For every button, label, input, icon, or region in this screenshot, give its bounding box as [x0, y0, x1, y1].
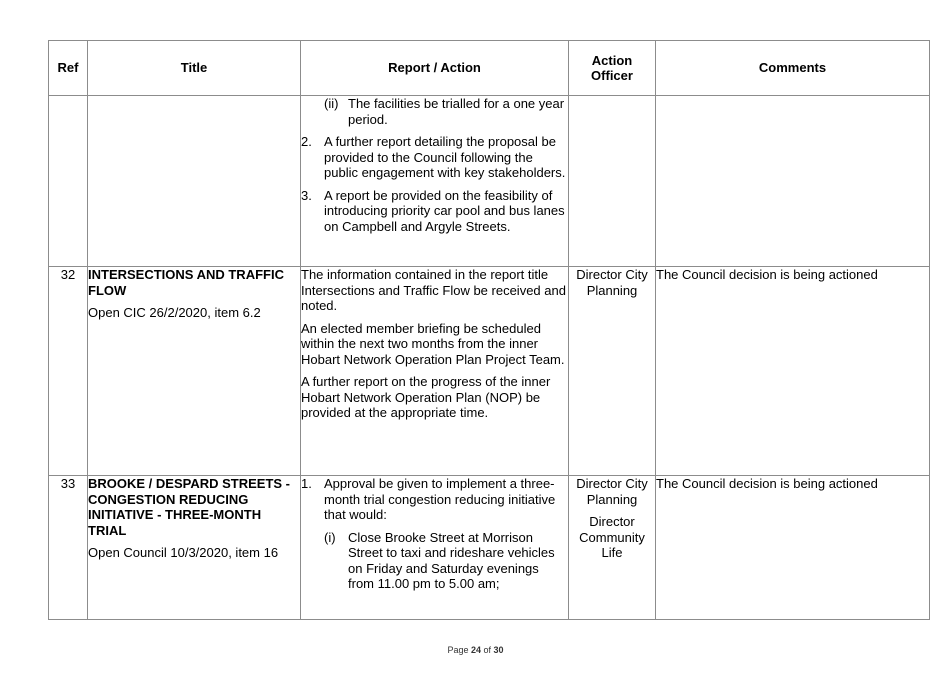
item-title: INTERSECTIONS AND TRAFFIC FLOW: [88, 267, 284, 298]
page-of: of: [483, 645, 492, 655]
comments-cell: [656, 96, 930, 267]
header-ref: Ref: [49, 41, 88, 96]
header-comments: Comments: [656, 41, 930, 96]
ref-cell: [49, 96, 88, 267]
header-action-officer: [569, 41, 656, 96]
item-number: 2.: [301, 134, 312, 149]
table-header-row: [49, 41, 930, 96]
header-report-action: Report / Action: [301, 41, 569, 96]
title-cell: [88, 267, 301, 476]
numbered-item: [301, 188, 568, 235]
officer-cell: Director City Planning: [569, 267, 656, 476]
officer-cell: [569, 476, 656, 620]
header-title: Title: [88, 41, 301, 96]
meeting-reference: Open Council 10/3/2020, item 16: [88, 545, 279, 560]
page-label: Page: [447, 645, 469, 655]
table-row: [49, 267, 930, 476]
numbered-item: [301, 134, 568, 181]
table-row: [49, 476, 930, 620]
sub-item-number: (ii): [324, 96, 339, 111]
sub-item: [324, 96, 568, 127]
item-text: Approval be given to implement a three-month trial congestion reducing initiative that would:: [324, 476, 556, 522]
sub-item-text: The facilities be trialled for a one year period.: [348, 96, 565, 127]
title-cell: [88, 476, 301, 620]
item-number: 1.: [301, 476, 312, 491]
officer-name: Director City Planning: [576, 476, 648, 507]
item-number: 3.: [301, 187, 312, 203]
title-cell: [88, 96, 301, 267]
page-footer: [0, 645, 951, 655]
item-text: A further report detailing the proposal be provided to the Council following the public engagement with key stakeholders.: [324, 134, 566, 180]
item-title: BROOKE / DESPARD STREETS - CONGESTION REDUCING INITIATIVE - THREE-MONTH TRIAL: [88, 476, 291, 538]
officer-cell: [569, 96, 656, 267]
officer-name: Director Community Life: [579, 514, 645, 560]
sub-item: [324, 530, 568, 592]
action-paragraph: A further report on the progress of the inner Hobart Network Operation Plan (NOP) be provided at the appropriate time.: [301, 374, 551, 420]
sub-item-text: Close Brooke Street at Morrison Street to taxi and rideshare vehicles on Friday and Saturday evenings from 11.00 pm to 5.00 am;: [348, 529, 555, 591]
page-current: 24: [470, 645, 481, 655]
item-text: A report be provided on the feasibility of introducing priority car pool and bus lanes on Campbell and Argyle Streets.: [324, 187, 565, 234]
page-total: 30: [493, 645, 504, 655]
action-register-table: [48, 40, 930, 620]
meeting-reference: Open CIC 26/2/2020, item 6.2: [88, 305, 261, 320]
header-officer-line1: Action: [591, 52, 633, 68]
comments-cell: The Council decision is being actioned: [656, 476, 930, 620]
sub-item-number: (i): [324, 529, 336, 545]
action-paragraph: An elected member briefing be scheduled within the next two months from the inner Hobart Network Operation Plan Project Team.: [301, 320, 565, 367]
ref-cell: 33: [49, 476, 88, 620]
header-officer-line2: Officer: [591, 68, 633, 83]
report-action-cell: [301, 96, 569, 267]
comments-cell: The Council decision is being actioned: [656, 267, 930, 476]
ref-cell: 32: [49, 267, 88, 476]
table-row: [49, 96, 930, 267]
report-action-cell: [301, 476, 569, 620]
numbered-item: [301, 476, 568, 523]
action-paragraph: The information contained in the report title Intersections and Traffic Flow be received and noted.: [301, 267, 566, 313]
report-action-cell: [301, 267, 569, 476]
